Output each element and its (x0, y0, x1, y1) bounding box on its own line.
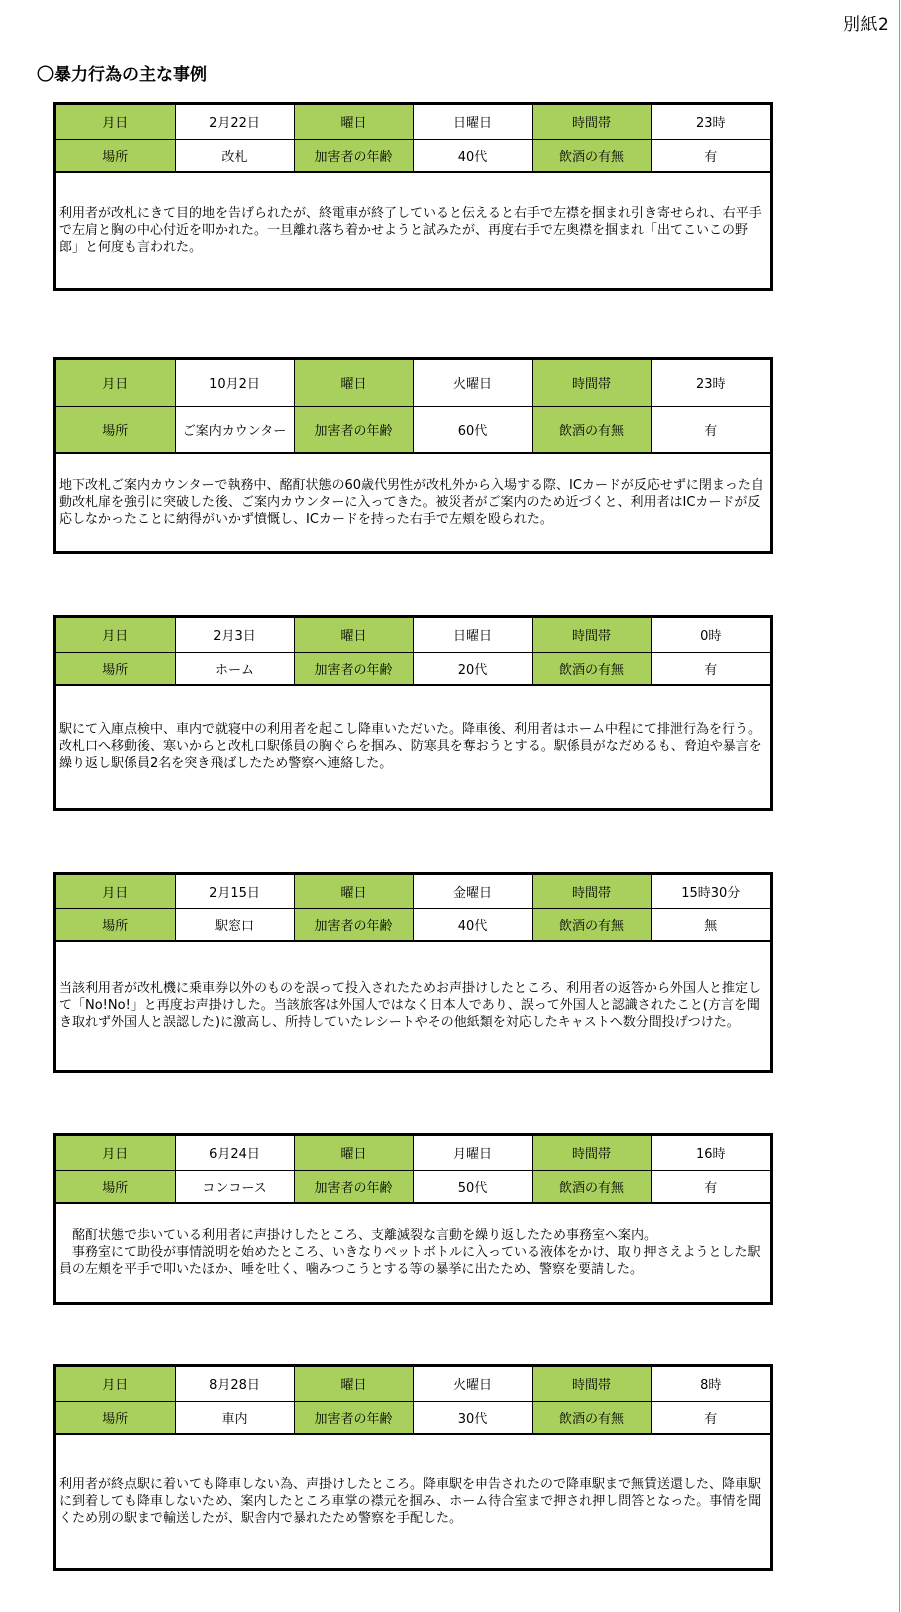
info-row-2 (56, 908, 770, 940)
weekday-header: 曜日 (294, 360, 413, 406)
case-card (53, 102, 773, 291)
page-heading: 〇暴力行為の主な事例 (37, 65, 207, 85)
alcohol-header: 飲酒の有無 (532, 139, 651, 171)
age-value: 50代 (413, 1170, 532, 1202)
age-value: 40代 (413, 139, 532, 171)
time-value: 16時 (651, 1136, 770, 1170)
alcohol-value: 有 (651, 1170, 770, 1202)
case-description: 利用者が終点駅に着いても降車しない為、声掛けしたところ。降車駅を申告されたので降車駅まで無賃送還した、降車駅に到着しても降車しないため、案内したところ車掌の襟元を掴み、ホーム待合室まで押され押し問答となった。事情を聞くため別の駅まで輸送したが、駅舎内で暴れたため警察を手配した。 (56, 1434, 770, 1568)
place-value: ご案内カウンター (175, 406, 294, 452)
info-row-2 (56, 1170, 770, 1202)
weekday-header: 曜日 (294, 1136, 413, 1170)
place-value: 駅窓口 (175, 908, 294, 940)
info-row-1 (56, 1136, 770, 1170)
case-description: 地下改札ご案内カウンターで執務中、酩酊状態の60歳代男性が改札外から入場する際、ICカードが反応せずに閉まった自動改札扉を強引に突破した後、ご案内カウンターに入ってきた。被災者がご案内のため近づくと、利用者はICカードが反応しなかったことに納得がいかず憤慨し、ICカードを持った右手で左頬を殴られた。 (56, 453, 770, 551)
place-value: コンコース (175, 1170, 294, 1202)
time-header: 時間帯 (532, 875, 651, 908)
info-row-2 (56, 406, 770, 452)
alcohol-header: 飲酒の有無 (532, 1170, 651, 1202)
case-card (53, 615, 773, 811)
time-header: 時間帯 (532, 1367, 651, 1401)
age-header: 加害者の年齢 (294, 908, 413, 940)
time-value: 0時 (651, 618, 770, 652)
alcohol-value: 無 (651, 908, 770, 940)
date-header: 月日 (56, 875, 175, 908)
case-info-table (56, 105, 770, 172)
alcohol-header: 飲酒の有無 (532, 406, 651, 452)
age-value: 40代 (413, 908, 532, 940)
weekday-header: 曜日 (294, 1367, 413, 1401)
age-header: 加害者の年齢 (294, 1170, 413, 1202)
info-row-1 (56, 618, 770, 652)
age-value: 60代 (413, 406, 532, 452)
case-description: 酩酊状態で歩いている利用者に声掛けしたところ、支離滅裂な言動を繰り返したため事務室へ案内。 事務室にて助役が事情説明を始めたところ、いきなりペットボトルに入っている液体をかけ、取り押さえようとした駅員の左頬を平手で叩いたほか、唾を吐く、噛みつこうとする等の暴挙に出たため、警察を要請した。 (56, 1203, 770, 1302)
age-header: 加害者の年齢 (294, 1401, 413, 1433)
date-value: 2月3日 (175, 618, 294, 652)
alcohol-header: 飲酒の有無 (532, 1401, 651, 1433)
info-row-2 (56, 139, 770, 171)
alcohol-value: 有 (651, 1401, 770, 1433)
weekday-value: 月曜日 (413, 1136, 532, 1170)
case-info-table (56, 875, 770, 941)
alcohol-value: 有 (651, 406, 770, 452)
case-info-table (56, 360, 770, 453)
date-header: 月日 (56, 360, 175, 406)
age-header: 加害者の年齢 (294, 652, 413, 684)
sheet-label: 別紙2 (843, 15, 890, 35)
weekday-header: 曜日 (294, 875, 413, 908)
alcohol-header: 飲酒の有無 (532, 652, 651, 684)
page-right-border (899, 0, 900, 1612)
place-header: 場所 (56, 652, 175, 684)
place-value: ホーム (175, 652, 294, 684)
time-value: 23時 (651, 105, 770, 139)
age-header: 加害者の年齢 (294, 139, 413, 171)
place-header: 場所 (56, 1401, 175, 1433)
info-row-2 (56, 1401, 770, 1433)
case-card (53, 872, 773, 1073)
case-info-table (56, 1367, 770, 1434)
case-info-table (56, 1136, 770, 1203)
place-header: 場所 (56, 908, 175, 940)
age-value: 20代 (413, 652, 532, 684)
date-value: 10月2日 (175, 360, 294, 406)
date-header: 月日 (56, 105, 175, 139)
info-row-2 (56, 652, 770, 684)
time-header: 時間帯 (532, 618, 651, 652)
case-card (53, 357, 773, 554)
alcohol-header: 飲酒の有無 (532, 908, 651, 940)
weekday-value: 金曜日 (413, 875, 532, 908)
case-description: 当該利用者が改札機に乗車券以外のものを誤って投入されたためお声掛けしたところ、利用者の返答から外国人と推定して「No!No!」と再度お声掛けした。当該旅客は外国人ではなく日本人であり、誤って外国人と認識されたこと(方言を聞き取れず外国人と誤認した)に激高し、所持していたレシートやその他紙類を対応したキャストへ数分間投げつけた。 (56, 941, 770, 1070)
weekday-value: 火曜日 (413, 360, 532, 406)
date-value: 2月22日 (175, 105, 294, 139)
info-row-1 (56, 360, 770, 406)
date-header: 月日 (56, 1367, 175, 1401)
alcohol-value: 有 (651, 139, 770, 171)
time-value: 8時 (651, 1367, 770, 1401)
age-header: 加害者の年齢 (294, 406, 413, 452)
date-value: 2月15日 (175, 875, 294, 908)
info-row-1 (56, 1367, 770, 1401)
date-header: 月日 (56, 1136, 175, 1170)
weekday-header: 曜日 (294, 618, 413, 652)
place-value: 改札 (175, 139, 294, 171)
date-header: 月日 (56, 618, 175, 652)
weekday-header: 曜日 (294, 105, 413, 139)
place-header: 場所 (56, 139, 175, 171)
age-value: 30代 (413, 1401, 532, 1433)
date-value: 6月24日 (175, 1136, 294, 1170)
place-header: 場所 (56, 406, 175, 452)
case-card (53, 1364, 773, 1571)
weekday-value: 日曜日 (413, 105, 532, 139)
time-header: 時間帯 (532, 360, 651, 406)
info-row-1 (56, 105, 770, 139)
time-value: 15時30分 (651, 875, 770, 908)
date-value: 8月28日 (175, 1367, 294, 1401)
case-description: 利用者が改札にきて目的地を告げられたが、終電車が終了していると伝えると右手で左襟を掴まれ引き寄せられ、右平手で左肩と胸の中心付近を叩かれた。一旦離れ落ち着かせようと試みたが、再度右手で左奥襟を掴まれ「出てこいこの野郎」と何度も言われた。 (56, 172, 770, 288)
weekday-value: 日曜日 (413, 618, 532, 652)
alcohol-value: 有 (651, 652, 770, 684)
weekday-value: 火曜日 (413, 1367, 532, 1401)
case-description: 駅にて入庫点検中、車内で就寝中の利用者を起こし降車いただいた。降車後、利用者はホーム中程にて排泄行為を行う。改札口へ移動後、寒いからと改札口駅係員の胸ぐらを掴み、防寒具を奪おうとする。駅係員がなだめるも、脅迫や暴言を繰り返し駅係員2名を突き飛ばしたため警察へ連絡した。 (56, 685, 770, 808)
time-header: 時間帯 (532, 1136, 651, 1170)
case-info-table (56, 618, 770, 685)
time-value: 23時 (651, 360, 770, 406)
info-row-1 (56, 875, 770, 908)
place-header: 場所 (56, 1170, 175, 1202)
place-value: 車内 (175, 1401, 294, 1433)
case-card (53, 1133, 773, 1305)
time-header: 時間帯 (532, 105, 651, 139)
